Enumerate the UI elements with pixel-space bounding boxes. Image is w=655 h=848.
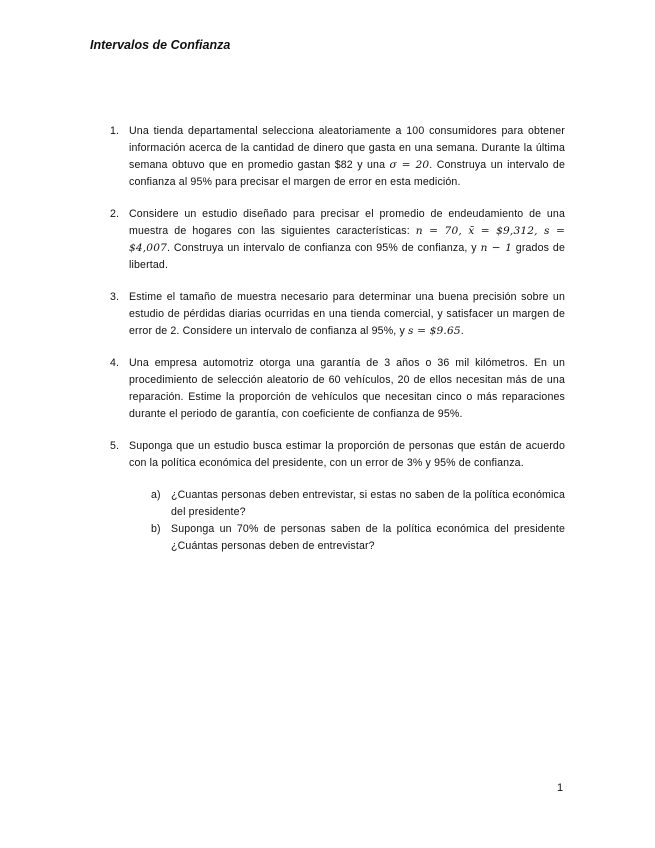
- problem-item-4: [110, 355, 565, 423]
- math-expression: s = $9.65: [408, 325, 461, 337]
- problem-text: [129, 123, 565, 191]
- sub-question-text: Suponga un 70% de personas saben de la política económica del presidente ¿Cuántas personas deben de entrevistar?: [171, 523, 565, 552]
- problem-text: Suponga que un estudio busca estimar la proporción de personas que están de acuerdo con la política económica del presidente, con un error de 3% y 95% de confianza.: [129, 440, 565, 469]
- problem-item-1: [110, 123, 565, 191]
- math-expression: σ = 20: [389, 159, 430, 171]
- text-segment: . Construya un intervalo de confianza al 95% para precisar el margen de error en esta medición.: [129, 159, 565, 188]
- problem-text: [129, 206, 565, 274]
- document-header-title: Intervalos de Confianza: [90, 38, 231, 52]
- text-segment: Estime el tamaño de muestra necesario para determinar una buena precisión sobre un estudio de pérdidas diarias ocurridas en una tienda comercial, y satisfacer un margen de error de 2. Considere un intervalo de confianza al 95%, y: [129, 291, 565, 337]
- problem-text: Una empresa automotriz otorga una garantía de 3 años o 36 mil kilómetros. En un procedimiento de selección aleatorio de 60 vehículos, 20 de ellos necesitan más de una reparación. Estime la proporción de vehículos que necesitan cinco o más reparaciones durante el periodo de garantía, con coeficiente de confianza de 95%.: [129, 357, 565, 420]
- text-segment: .: [460, 325, 464, 337]
- sub-question-list: [151, 487, 565, 555]
- math-expression: n = 70, x̄ = $9,312, s = $4,007: [129, 225, 566, 254]
- problem-item-5: [110, 438, 565, 555]
- text-segment: grados de libertad.: [129, 242, 565, 271]
- page-number: 1: [557, 782, 564, 794]
- sub-question-marker: a): [151, 489, 161, 501]
- problem-number: 4.: [110, 357, 120, 369]
- problem-number: 1.: [110, 125, 120, 137]
- sub-question-a: [151, 487, 565, 521]
- text-segment: Una tienda departamental selecciona aleatoriamente a 100 consumidores para obtener información acerca de la cantidad de dinero que gasta en una semana. Durante la última semana obtuvo que en promedio gastan $82 y una: [129, 125, 565, 171]
- problem-text: [129, 289, 565, 340]
- sub-question-marker: b): [151, 523, 161, 535]
- problem-item-2: [110, 206, 565, 274]
- problem-number: 5.: [110, 440, 120, 452]
- problem-number: 2.: [110, 208, 120, 220]
- text-segment: Considere un estudio diseñado para precisar el promedio de endeudamiento de una muestra de hogares con las siguientes características:: [129, 208, 565, 237]
- math-expression: n − 1: [480, 242, 512, 254]
- sub-question-text: ¿Cuantas personas deben entrevistar, si estas no saben de la política económica del presidente?: [171, 489, 565, 518]
- text-segment: . Construya un intervalo de confianza con 95% de confianza, y: [166, 242, 481, 254]
- problem-list: [110, 123, 565, 570]
- problem-item-3: [110, 289, 565, 340]
- problem-number: 3.: [110, 291, 120, 303]
- sub-question-b: [151, 521, 565, 555]
